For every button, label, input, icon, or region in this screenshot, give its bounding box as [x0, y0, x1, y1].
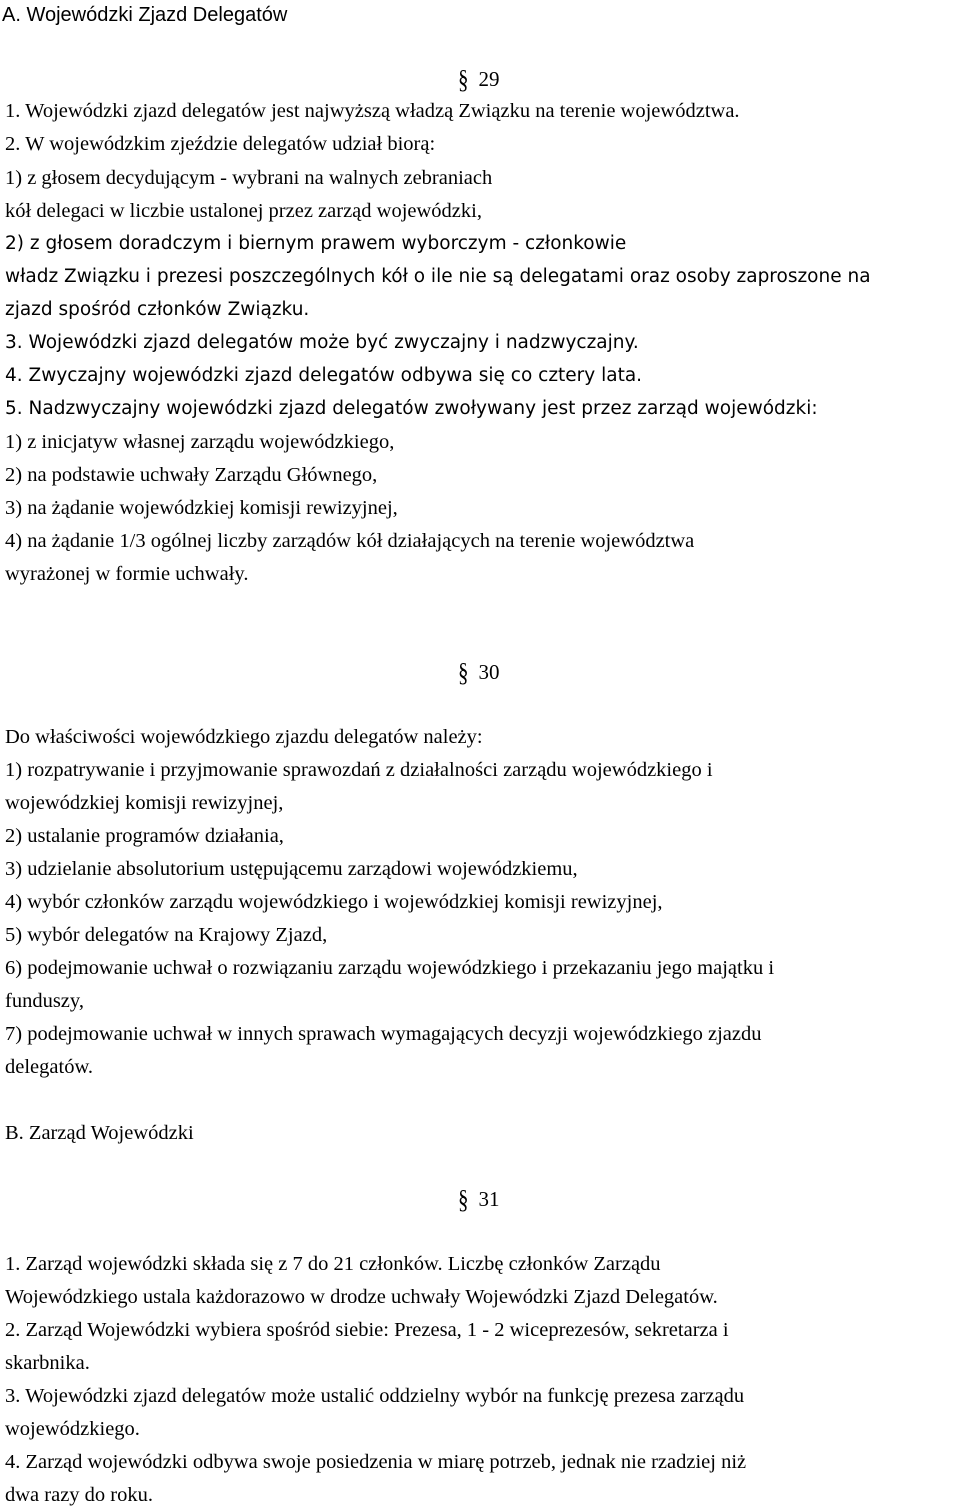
text-line: 3) na żądanie wojewódzkiej komisji rewizyjnej,	[5, 497, 398, 519]
text-line: 2. W wojewódzkim zjeździe delegatów udział biorą:	[5, 133, 436, 155]
text-line: 3. Wojewódzki zjazd delegatów może być zwyczajny i nadzwyczajny.	[5, 332, 639, 353]
text-line: 2. Zarząd Wojewódzki wybiera spośród siebie: Prezesa, 1 - 2 wiceprezesów, sekretarza i	[5, 1319, 729, 1341]
section-b-title: B. Zarząd Wojewódzki	[5, 1122, 194, 1144]
text-line: 1) rozpatrywanie i przyjmowanie sprawozdań z działalności zarządu wojewódzkiego i	[5, 759, 713, 781]
paragraph-number: 31	[478, 1187, 500, 1211]
text-line: delegatów.	[5, 1056, 94, 1078]
paragraph-number: 30	[478, 660, 500, 684]
paragraph-number: 29	[478, 67, 500, 91]
text-line: 3) udzielanie absolutorium ustępującemu zarządowi wojewódzkiemu,	[5, 858, 578, 880]
text-line: 4) na żądanie 1/3 ogólnej liczby zarządów kół działających na terenie województwa	[5, 530, 695, 552]
text-line: funduszy,	[5, 990, 84, 1012]
text-line: wojewódzkiego.	[5, 1418, 140, 1440]
section-a-title: A. Wojewódzki Zjazd Delegatów	[2, 4, 288, 26]
text-line: 1) z inicjatyw własnej zarządu wojewódzkiego,	[5, 431, 395, 453]
text-line: zjazd spośród członków Związku.	[5, 299, 310, 320]
paragraph-29-heading	[458, 64, 500, 94]
text-line: 7) podejmowanie uchwał w innych sprawach wymagających decyzji wojewódzkiego zjazdu	[5, 1023, 762, 1045]
text-line: 1. Wojewódzki zjazd delegatów jest najwyższą władzą Związku na terenie województwa.	[5, 100, 740, 122]
text-line: kół delegaci w liczbie ustalonej przez zarząd wojewódzki,	[5, 200, 482, 222]
paragraph-31-heading	[458, 1184, 500, 1214]
section-sign-icon: §	[458, 1184, 469, 1214]
text-line: 1) z głosem decydującym - wybrani na walnych zebraniach	[5, 167, 493, 189]
text-line: Wojewódzkiego ustala każdorazowo w drodze uchwały Wojewódzki Zjazd Delegatów.	[5, 1286, 718, 1308]
text-line: 3. Wojewódzki zjazd delegatów może ustalić oddzielny wybór na funkcję prezesa zarządu	[5, 1385, 745, 1407]
text-line: 6) podejmowanie uchwał o rozwiązaniu zarządu wojewódzkiego i przekazaniu jego majątku i	[5, 957, 775, 979]
text-line: władz Związku i prezesi poszczególnych kół o ile nie są delegatami oraz osoby zaproszone na	[5, 266, 871, 287]
text-line: wyrażonej w formie uchwały.	[5, 563, 249, 585]
text-line: 5. Nadzwyczajny wojewódzki zjazd delegatów zwoływany jest przez zarząd wojewódzki:	[5, 398, 818, 419]
text-line: 2) z głosem doradczym i biernym prawem wyborczym - członkowie	[5, 233, 627, 254]
text-line: 4. Zarząd wojewódzki odbywa swoje posiedzenia w miarę potrzeb, jednak nie rzadziej niż	[5, 1451, 747, 1473]
text-line: 2) ustalanie programów działania,	[5, 825, 284, 847]
text-line: skarbnika.	[5, 1352, 90, 1374]
text-line: 1. Zarząd wojewódzki składa się z 7 do 21 członków. Liczbę członków Zarządu	[5, 1253, 661, 1275]
paragraph-30-heading	[458, 657, 500, 687]
text-line: 4. Zwyczajny wojewódzki zjazd delegatów odbywa się co cztery lata.	[5, 365, 643, 386]
text-line: 2) na podstawie uchwały Zarządu Głównego,	[5, 464, 378, 486]
text-line: Do właściwości wojewódzkiego zjazdu delegatów należy:	[5, 726, 483, 748]
text-line: 4) wybór członków zarządu wojewódzkiego i wojewódzkiej komisji rewizyjnej,	[5, 891, 663, 913]
section-sign-icon: §	[458, 64, 469, 94]
text-line: dwa razy do roku.	[5, 1484, 154, 1506]
section-sign-icon: §	[458, 657, 469, 687]
text-line: 5) wybór delegatów na Krajowy Zjazd,	[5, 924, 328, 946]
text-line: wojewódzkiej komisji rewizyjnej,	[5, 792, 284, 814]
